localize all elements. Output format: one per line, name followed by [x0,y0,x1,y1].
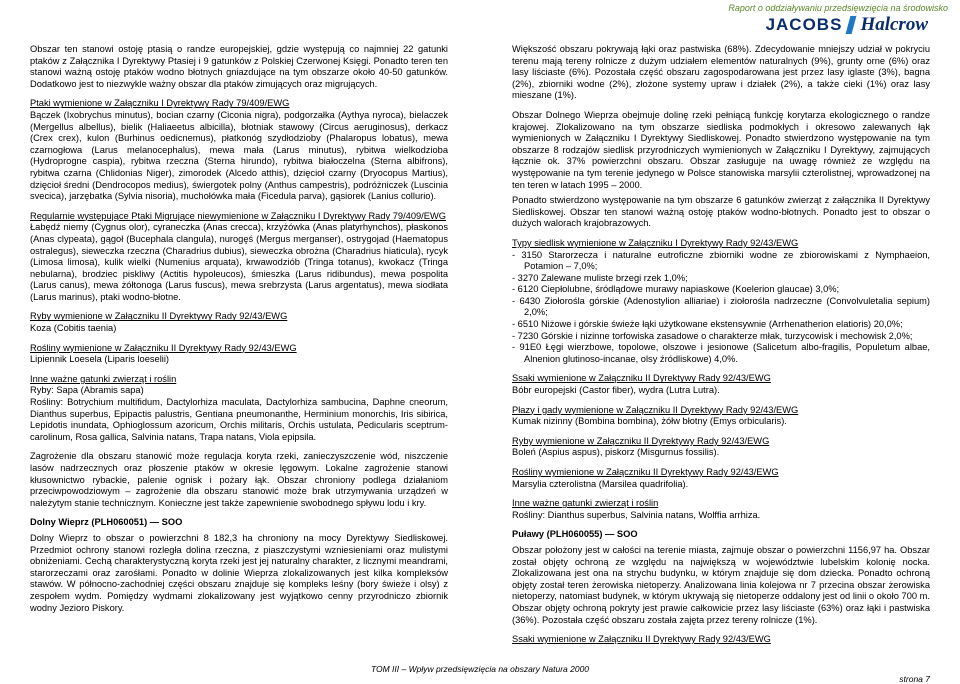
other-species-heading: Inne ważne gatunki zwierząt i roślin [30,373,177,384]
site-heading-pulawy: Puławy (PLH060055) — SOO [512,529,638,540]
mammals-heading-pulawy: Ssaki wymienione w Załączniku II Dyrektywy Rady 92/43/EWG [512,634,771,645]
habitat-item: - 91E0 Łęgi wierzbowe, topolowe, olszowe i jesionowe (Salicetum albo-fragilis, Populetum albae, Alnenion glutinoso-incanae, olsy źródliskowe) 4,0%. [512,342,930,364]
herps-list: Kumak nizinny (Bombina bombina), żółw błotny (Emys orbicularis). [512,416,787,427]
migratory-list: Łabędź niemy (Cygnus olor), cyraneczka (Anas crecca), krzyżówka (Anas platyrhynchos), płaskonos (Anas clypeata), gągoł (Bucephala clangula), nurogęś (Mergus merganser), ostrygojad (Haematopus ostralegus), sieweczka rzeczna (Charadrius dubius), sieweczka obrożna (Charadrius hiaticula), rycyk (Limosa limosa), kulik wielki (Numenius arquata), krwawodziób (Tringa totanus), kwokacz (Tringa nebularna), brodziec piskliwy (Actitis hypoleucos), śmieszka (Larus ridibundus), mewa pospolita (Larus canus), mewa żółtonoga (Larus fuscus), mewa srebrzysta (Larus argentatus), mewa siodłata (Larus marinus), ptaki wodno-błotne. [30,222,448,302]
fish-list: Koza (Cobitis taenia) [30,323,117,334]
logo-separator-icon [846,16,857,34]
plants-list: Lipiennik Loesela (Liparis loeselii) [30,354,170,365]
habitat-item: - 3270 Zalewane muliste brzegi rzek 1,0%; [512,272,688,283]
other-species-list: Ryby: Sapa (Abramis sapa) Rośliny: Botrychium multifidum, Dactylorhiza maculata, Dactylorhiza sambucina, Daphne cneorum, Dianthus superbus, Epipactis palustris, Gentiana pneumonanthe, Herminium monorchis, Iris sibirica, Lepidotis inundata, Ophioglossum azoricum, Orchis militaris, Orchis ustulata, Pedicularis sceptrum-carolinum, Rosa gallica, Salvinia natans, Trapa natans, Viola epipsila. [30,385,448,442]
page-number: strona 7 [899,674,930,684]
site-description-pulawy: Obszar położony jest w całości na terenie miasta, zajmuje obszar o powierzchni 1156,97 ha. Obszar został objęty ochroną ze względu na największą w województwie lubelskim kolonię nocka. Zlokalizowana jest ona na strychu budynku, w którym znajduje się dom dziecka. Ponadto ochroną objęty został teren żerowiska nietoperzy. Analizowana linia kolejowa nr 7 przecina obszar żerowiska nietoperzy, natomiast budynek, w którym ukrywają się nietoperze oddalony jest od linii o około 700 m. Obszar objęty ochroną pokryty jest prawie całkowicie przez lasy liściaste (63%) oraz łąki i pastwiska (36%). Pozostała część obszaru została zajęta przez tereny rolnicze (1%). [512,544,930,625]
jacobs-logo: JACOBS [765,15,843,34]
header-title: Raport o oddziaływaniu przedsięwzięcia na środowisko [728,3,948,13]
company-logos [766,14,928,36]
mammals-list: Bóbr europejski (Castor fiber), wydra (Lutra Lutra). [512,385,720,396]
birds-heading: Ptaki wymienione w Załączniku I Dyrektywy Rady 79/409/EWG [30,98,290,109]
halcrow-logo: Halcrow [860,14,928,35]
site-description-dolny-wieprz: Dolny Wieprz to obszar o powierzchni 8 182,3 ha chroniony na mocy Dyrektywy Siedliskowej. Przedmiot ochrony stanowi rozległa dolina rzeczna, z piaszczystymi wzniesieniami oraz mulistymi obniżeniami. Cechą charakterystyczną koryta rzeki jest jej naturalny charakter, z licznymi meandrami, starorzeczami oraz zarośłami. Ponadto w dolinie Wieprza zlokalizowanych jest kilka kompleksów stawów. W północno-zachodniej części obszaru znajduje się kompleks leśny (bory świeże i olsy) z zespołem wydm. Pomiędzy wydmami zlokalizowany jest wyjątkowo cenny przyrodniczo zbiornik wodny Jezioro Piskory. [30,532,448,613]
left-column [30,44,448,618]
fish-heading-right: Ryby wymienione w Załączniku II Dyrektywy Rady 92/43/EWG [512,435,770,446]
habitat-item: - 6510 Niżowe i górskie świeże łąki użytkowane ekstensywnie (Arrhenatherion elatioris) 20,0%; [512,319,903,330]
footer-volume-title: TOM III – Wpływ przedsięwzięcia na obszary Natura 2000 [370,664,590,674]
habitat-item: - 3150 Starorzecza i naturalne eutroficzne zbiorniki wodne ze zbiorowiskami z Nymphaeion, Potamion – 7,0%; [512,249,930,272]
threats-paragraph: Zagrożenie dla obszaru stanowić może regulacja koryta rzeki, zanieczyszczenie wód, niszczenie lasów nadrzecznych oraz płoszenie ptaków w okresie lęgowym. Lokalne zagrożenie stanowi kłusownictwo rybackie, palenie ognisk i pożary łąk. Obszar chroniony podlega działaniom przeciwpowodziowym – zagrożenie dla obszaru stanowić może brak utrzymywania urządzeń w należytym stanie technicznym. Konieczne jest także zapewnienie swobodnego spływu lodu i kry. [30,451,448,508]
habitat-item: - 6120 Ciepłolubne, śródlądowe murawy napiaskowe (Koelerion glaucae) 3,0%; [512,284,840,295]
migratory-heading: Regularnie występujące Ptaki Migrujące niewymienione w Załączniku I Dyrektywy Rady 79/409/EWG [30,210,446,221]
habitats-heading: Typy siedlisk wymienione w Załączniku I Dyrektywy Rady 92/43/EWG [512,237,799,248]
site-heading-dolny-wieprz: Dolny Wieprz (PLH060051) — SOO [30,517,183,528]
right-column [512,44,930,646]
fish-list-right: Boleń (Aspius aspus), piskorz (Misgurnus fossilis). [512,447,720,458]
plants-list-right: Marsylia czterolistna (Marsilea quadrifolia). [512,478,689,489]
plants-heading: Rośliny wymienione w Załączniku II Dyrektywy Rady 92/43/EWG [30,342,297,353]
fish-heading: Ryby wymienione w Załączniku II Dyrektywy Rady 92/43/EWG [30,311,288,322]
page-header [0,0,960,40]
species-paragraph: Ponadto stwierdzono występowanie na tym obszarze 6 gatunków zwierząt z załącznika II Dyrektywy Siedliskowej. Obszar ten stanowi ważną ostoję ptaków wodno-błotnych. Ponadto jest to obszar o dużych walorach krajobrazowych. [512,195,930,229]
other-species-heading-right: Inne ważne gatunki zwierząt i roślin [512,498,659,509]
habitat-item: - 6430 Ziołorośla górskie (Adenostylion alliariae) i ziołorośla nadrzeczne (Convolvuletalia sepium) 2,0%; [512,295,930,318]
intro-paragraph: Obszar ten stanowi ostoję ptasią o randze europejskiej, gdzie występują co najmniej 22 gatunki ptaków z Załącznika I Dyrektywy Ptasiej i 9 gatunków z Polskiej Czerwonej Księgi. Ponadto teren ten stanowi ważną ostoję ptaków wodno błotnych gniazdujące na tym obszarze około 40-50 gatunków. Dodatkowo jest to niezwykle ważny obszar dla ptaków zimujących oraz migrujących. [30,44,448,89]
habitats-list [512,250,930,366]
land-cover-paragraph: Większość obszaru pokrywają łąki oraz pastwiska (68%). Zdecydowanie mniejszy udział w pokryciu terenu mają tereny rolnicze z dużym udziałem elementów naturalnych (9%), grunty orne (6%) oraz lasy liściaste (6%). Pozostała część obszaru zagospodarowana jest przez lasy iglaste (3%), bagna (2%), zbiorniki wodne (2%), złożone systemy upraw i działek (2%), a także cieki (1%) oraz lasy mieszane (1%). [512,44,930,101]
herps-heading: Płazy i gady wymienione w Załączniku II Dyrektywy Rady 92/43/EWG [512,404,799,415]
plants-heading-right: Rośliny wymienione w Załączniku II Dyrektywy Rady 92/43/EWG [512,467,779,477]
habitat-item: - 7230 Górskie i nizinne torfowiska zasadowe o charakterze młak, turzycowisk i mechowisk 2,0%; [512,330,913,341]
birds-list: Bączek (Ixobrychus minutus), bocian czarny (Ciconia nigra), podgorzałka (Aythya nyroca), bielaczek (Mergellus albellus), bielik (Haliaeetus albicilla), błotniak stawowy (Circus aeruginosus), derkacz (Crex crex), kulon (Burhinus oedicnemus), płatkonóg szydłodzioby (Phalaropus lobatus), mewa czarnogłowa (Larus melanocephalus), mewa mała (Larus minutus), rybitwa wielkodzioba (Hydroprogne caspia), rybitwa rzeczna (Sterna hirundo), rybitwa białoczelna (Sterna albifrons), rybitwa czarna (Chlidonias Niger), zimorodek (Alcedo atthis), dzięcioł czarny (Dryocopus Martius), dzięcioł średni (Dendrocopos medius), świergotek polny (Anthus campestris), podróżniczek (Luscinia svecica), jarzębatka (Sylvia nisoria), muchołówka mała (Ficedula parva), gąsiorek (Lanius collurio). [30,109,448,202]
mammals-heading: Ssaki wymienione w Załączniku II Dyrektywy Rady 92/43/EWG [512,373,771,384]
corridor-paragraph: Obszar Dolnego Wieprza obejmuje dolinę rzeki pełniącą funkcję korytarza ekologicznego o randze krajowej. Zlokalizowano na tym obszarze siedliska podmokłych i okresowo zalewanych łąk wymienionych w Załączniku I Dyrektywy Siedliskowej. Ponadto stwierdzono występowanie na tym obszarze 8 rodzajów siedlisk przyrodniczych wymienionych w Załączniku I Dyrektywy, zajmujących łącznie ok. 37% powierzchni obszaru. Obszar zasługuje na uwagę również ze względu na występowanie na tym terenie jedynego w Polsce stanowiska marsylii czterolistnej, wprowadzonej na ten teren w latach 1995 – 2000. [512,109,930,190]
other-species-list-right: Rośliny: Dianthus superbus, Salvinia natans, Wolffia arrhiza. [512,509,761,520]
